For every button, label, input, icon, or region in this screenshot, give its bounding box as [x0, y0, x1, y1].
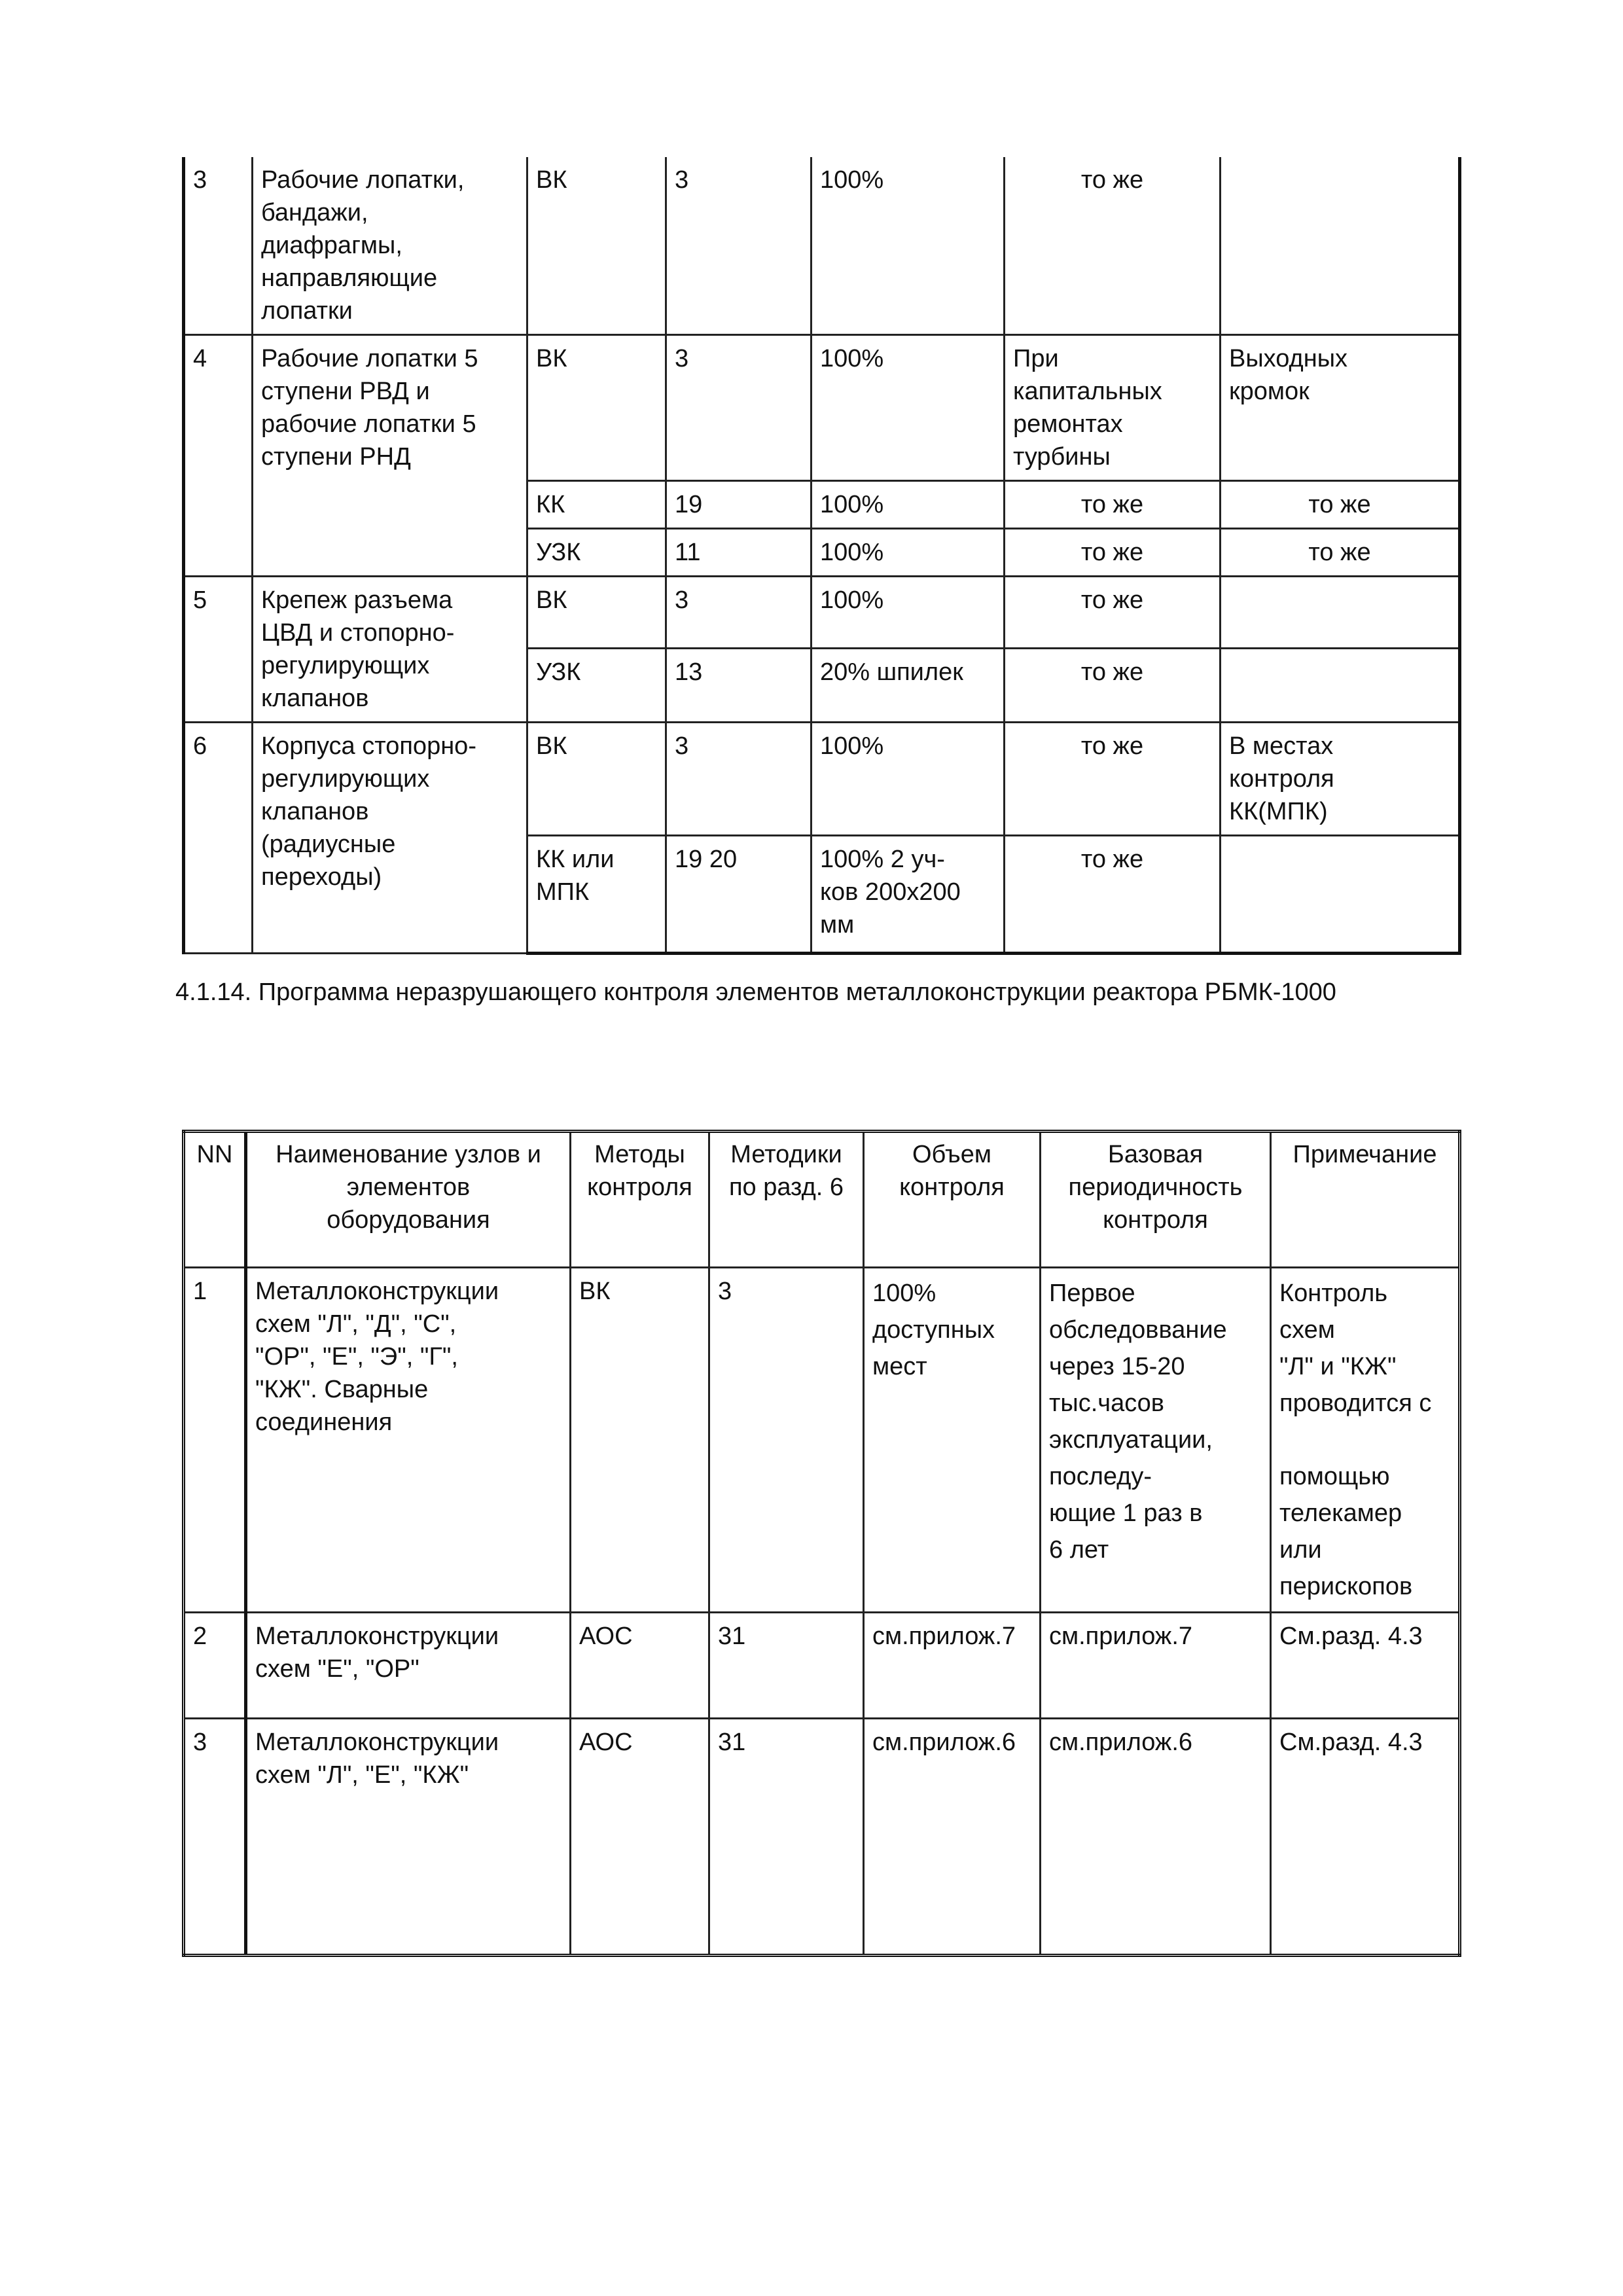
- note: В местах контроля КК(МПК): [1221, 723, 1460, 836]
- element-name: Крепеж разъема ЦВД и стопорно- регулирующих клапанов: [253, 577, 527, 723]
- table-row: [184, 1613, 1460, 1719]
- control-volume: 100% доступных мест: [864, 1268, 1041, 1613]
- control-method: ВК: [571, 1268, 709, 1613]
- control-method: ВК: [527, 335, 666, 481]
- note: [1221, 836, 1460, 954]
- table-row: [184, 723, 1460, 836]
- header-nn: NN: [184, 1132, 246, 1268]
- element-name: Рабочие лопатки, бандажи, диафрагмы, направляющие лопатки: [253, 157, 527, 335]
- control-period: то же: [1005, 529, 1221, 577]
- control-period: то же: [1005, 649, 1221, 723]
- technique: 3: [666, 157, 812, 335]
- control-period: то же: [1005, 836, 1221, 954]
- row-number: 1: [184, 1268, 246, 1613]
- header-technique: Методики по разд. 6: [709, 1132, 864, 1268]
- row-number: 2: [184, 1613, 246, 1719]
- control-volume: см.прилож.6: [864, 1719, 1041, 1956]
- table-row: [184, 335, 1460, 481]
- control-method: УЗК: [527, 649, 666, 723]
- note: то же: [1221, 481, 1460, 529]
- control-period: то же: [1005, 723, 1221, 836]
- row-number: 4: [184, 335, 253, 577]
- row-number: 3: [184, 157, 253, 335]
- note: [1221, 157, 1460, 335]
- control-period: то же: [1005, 481, 1221, 529]
- technique: 3: [666, 723, 812, 836]
- control-period: При капитальных ремонтах турбины: [1005, 335, 1221, 481]
- control-period: Первое обследоввание через 15-20 тыс.часов эксплуатации, последу- ющие 1 раз в 6 лет: [1041, 1268, 1271, 1613]
- reactor-inspection-table: [182, 1130, 1461, 1957]
- header-volume: Объем контроля: [864, 1132, 1041, 1268]
- note: Выходных кромок: [1221, 335, 1460, 481]
- technique: 11: [666, 529, 812, 577]
- technique: 13: [666, 649, 812, 723]
- control-method: УЗК: [527, 529, 666, 577]
- header-name: Наименование узлов и элементов оборудования: [246, 1132, 571, 1268]
- note: [1221, 649, 1460, 723]
- control-volume: 100%: [812, 529, 1005, 577]
- control-period: см.прилож.6: [1041, 1719, 1271, 1956]
- table-row: [184, 577, 1460, 649]
- control-period: то же: [1005, 577, 1221, 649]
- control-period: то же: [1005, 157, 1221, 335]
- section-heading: 4.1.14. Программа неразрушающего контроля элементов металлоконструкции реактора РБМК-1000: [175, 978, 1336, 1006]
- control-method: ВК: [527, 723, 666, 836]
- row-number: 5: [184, 577, 253, 723]
- control-method: ВК: [527, 577, 666, 649]
- inspection-table-continued: [182, 157, 1461, 955]
- table-row: [184, 157, 1460, 335]
- header-period: Базовая периодичность контроля: [1041, 1132, 1271, 1268]
- control-method: ВК: [527, 157, 666, 335]
- control-volume: 100%: [812, 157, 1005, 335]
- element-name: Рабочие лопатки 5 ступени РВД и рабочие лопатки 5 ступени РНД: [253, 335, 527, 577]
- technique: 19 20: [666, 836, 812, 954]
- technique: 31: [709, 1719, 864, 1956]
- control-period: см.прилож.7: [1041, 1613, 1271, 1719]
- control-volume: 100% 2 уч- ков 200х200 мм: [812, 836, 1005, 954]
- table-row: [184, 1719, 1460, 1956]
- header-method: Методы контроля: [571, 1132, 709, 1268]
- technique: 31: [709, 1613, 864, 1719]
- control-method: АОС: [571, 1613, 709, 1719]
- note: [1221, 577, 1460, 649]
- control-volume: см.прилож.7: [864, 1613, 1041, 1719]
- table-row: [184, 1268, 1460, 1613]
- technique: 3: [666, 577, 812, 649]
- element-name: Корпуса стопорно- регулирующих клапанов (радиусные переходы): [253, 723, 527, 954]
- technique: 3: [709, 1268, 864, 1613]
- header-note: Примечание: [1271, 1132, 1460, 1268]
- note: Контроль схем "Л" и "КЖ" проводится с помощью телекамер или перископов: [1271, 1268, 1460, 1613]
- note: то же: [1221, 529, 1460, 577]
- control-volume: 100%: [812, 577, 1005, 649]
- element-name: Металлоконструкции схем "Л", "Д", "С", "ОР", "Е", "Э", "Г", "КЖ". Сварные соединения: [246, 1268, 571, 1613]
- control-volume: 100%: [812, 723, 1005, 836]
- control-method: АОС: [571, 1719, 709, 1956]
- element-name: Металлоконструкции схем "Л", "Е", "КЖ": [246, 1719, 571, 1956]
- header-row: [184, 1132, 1460, 1268]
- element-name: Металлоконструкции схем "Е", "ОР": [246, 1613, 571, 1719]
- control-volume: 100%: [812, 335, 1005, 481]
- technique: 19: [666, 481, 812, 529]
- note: См.разд. 4.3: [1271, 1719, 1460, 1956]
- control-method: КК: [527, 481, 666, 529]
- note: См.разд. 4.3: [1271, 1613, 1460, 1719]
- row-number: 3: [184, 1719, 246, 1956]
- control-volume: 100%: [812, 481, 1005, 529]
- row-number: 6: [184, 723, 253, 954]
- control-volume: 20% шпилек: [812, 649, 1005, 723]
- technique: 3: [666, 335, 812, 481]
- control-method: КК или МПК: [527, 836, 666, 954]
